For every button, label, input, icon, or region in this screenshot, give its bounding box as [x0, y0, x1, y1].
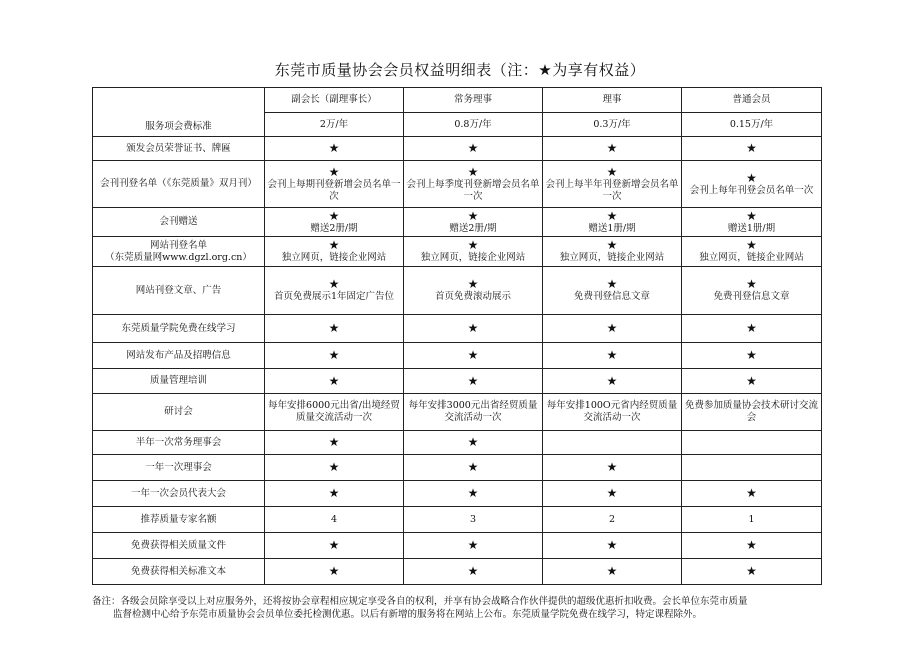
star-mark [543, 533, 682, 559]
benefit-cell [265, 208, 404, 237]
star-mark [682, 533, 822, 559]
star-mark [265, 343, 404, 369]
star-icon: ★ [328, 348, 340, 362]
table-row [93, 208, 822, 237]
star-icon: ★ [467, 435, 479, 449]
star-mark [543, 559, 682, 585]
star-icon: ★ [467, 564, 479, 578]
star-icon: ★ [328, 277, 340, 291]
star-mark [682, 315, 822, 343]
row-sublabel: （东莞质量网www.dgzl.org.cn） [105, 251, 252, 263]
star-icon: ★ [746, 348, 757, 362]
benefit-note: 独立网页，链接企业网站 [420, 252, 526, 263]
empty-cell [682, 455, 822, 481]
table-row [93, 507, 822, 533]
benefit-cell [543, 394, 682, 431]
empty-cell [543, 431, 682, 455]
benefit-note: 首页免费展示1年固定广告位 [273, 291, 395, 302]
column-header: 理事 [543, 88, 682, 113]
star-icon: ★ [606, 164, 618, 179]
row-label: 网站发布产品及招聘信息 [93, 343, 265, 369]
star-icon: ★ [746, 538, 757, 552]
footnote-line1: 各级会员除享受以上对应服务外，还将按协会章程相应规定享受各自的权利，并享有协会战略合作伙伴提供的超级优惠折扣收费。会长单位东莞市质量 [120, 596, 748, 607]
footnote [92, 595, 827, 621]
star-icon: ★ [467, 277, 479, 291]
benefit-cell [404, 161, 543, 208]
benefit-note: 每年安排100O元省内经贸质量交流活动一次 [546, 400, 678, 423]
benefit-note: 会刊上每季度刊登新增会员名单一次 [406, 178, 540, 202]
empty-cell [682, 431, 822, 455]
table-row [93, 394, 822, 431]
row-label: 质量管理培训 [93, 369, 265, 394]
star-mark [543, 481, 682, 507]
table-row [93, 315, 822, 343]
table-row [93, 481, 822, 507]
star-icon: ★ [746, 373, 757, 388]
benefit-cell [682, 237, 822, 267]
table-row [93, 369, 822, 394]
star-icon: ★ [467, 208, 479, 223]
benefit-cell [404, 267, 543, 315]
fee-value: 0.15万/年 [682, 113, 822, 137]
star-icon: ★ [746, 564, 757, 578]
benefit-note: 会刊上每半年刊登新增会员名单一次 [545, 178, 679, 202]
quota-value: 3 [404, 507, 543, 533]
star-mark [404, 343, 543, 369]
benefit-cell [682, 161, 822, 208]
star-mark [404, 559, 543, 585]
benefit-note: 每年安排6000元出省/出境经贸质量交流活动一次 [268, 400, 400, 423]
star-icon: ★ [746, 208, 757, 223]
benefit-note: 赠送2册/期 [310, 222, 358, 234]
fee-label-cell [93, 88, 265, 137]
star-icon: ★ [467, 538, 479, 552]
star-mark [404, 455, 543, 481]
column-header: 副会长（副理事长） [265, 88, 404, 113]
benefit-cell [543, 161, 682, 208]
column-header: 普通会员 [682, 88, 822, 113]
star-icon: ★ [746, 321, 757, 335]
star-icon: ★ [328, 486, 340, 500]
benefit-note: 会刊上每年刊登会员名单一次 [689, 184, 814, 196]
star-icon: ★ [328, 164, 340, 179]
star-mark [404, 369, 543, 394]
benefit-note: 独立网页，链接企业网站 [281, 252, 387, 263]
benefit-note: 每年安排3000元出省经贸质量交流活动一次 [408, 400, 538, 423]
star-mark [265, 559, 404, 585]
star-mark [265, 533, 404, 559]
benefit-cell [682, 394, 822, 431]
row-label: 会刊赠送 [93, 208, 265, 237]
benefit-cell [682, 208, 822, 237]
star-mark [682, 137, 822, 161]
table-row [93, 237, 822, 267]
star-icon: ★ [467, 486, 479, 500]
star-icon: ★ [606, 564, 618, 578]
star-mark [404, 481, 543, 507]
row-label: 会刊刊登名单（《东莞质量》双月刊） [93, 161, 265, 208]
star-mark [543, 315, 682, 343]
benefit-cell [404, 208, 543, 237]
quota-value: 2 [543, 507, 682, 533]
star-icon: ★ [746, 170, 757, 185]
star-mark [543, 369, 682, 394]
benefit-note: 独立网页，链接企业网站 [559, 252, 665, 263]
star-mark [543, 137, 682, 161]
star-mark [265, 137, 404, 161]
benefit-cell [543, 208, 682, 237]
row-label: 一年一次理事会 [93, 455, 265, 481]
row-label-text: 网站刊登名单 [149, 239, 207, 251]
table-row [93, 267, 822, 315]
star-icon: ★ [606, 373, 618, 388]
star-icon: ★ [467, 321, 479, 335]
quota-value: 4 [265, 507, 404, 533]
benefits-table [92, 87, 822, 585]
row-label: 东莞质量学院免费在线学习 [93, 315, 265, 343]
benefit-cell [682, 267, 822, 315]
star-icon: ★ [467, 460, 479, 474]
benefit-cell [543, 237, 682, 267]
star-mark [404, 315, 543, 343]
benefit-note: 免费参加质量协会技术研讨交流会 [684, 400, 818, 423]
star-icon: ★ [328, 208, 340, 223]
star-mark [682, 343, 822, 369]
star-icon: ★ [467, 348, 479, 362]
star-mark [682, 369, 822, 394]
star-mark [543, 455, 682, 481]
star-icon: ★ [328, 460, 340, 474]
benefit-note: 会刊上每期刊登新增会员名单一次 [267, 178, 401, 202]
column-header: 常务理事 [404, 88, 543, 113]
star-mark [404, 431, 543, 455]
row-label: 免费获得相关标准文本 [93, 559, 265, 585]
star-mark [682, 481, 822, 507]
benefit-note: 免费刊登信息文章 [713, 291, 790, 302]
star-icon: ★ [606, 208, 618, 223]
star-icon: ★ [328, 435, 340, 449]
benefit-cell [265, 267, 404, 315]
quota-value: 1 [682, 507, 822, 533]
row-label: 推荐质量专家名额 [93, 507, 265, 533]
star-icon: ★ [606, 238, 618, 252]
star-icon: ★ [467, 238, 479, 252]
star-icon: ★ [606, 348, 618, 362]
fee-value: 0.3万/年 [543, 113, 682, 137]
star-icon: ★ [746, 486, 757, 500]
star-mark [265, 431, 404, 455]
star-icon: ★ [746, 277, 757, 291]
star-icon: ★ [746, 141, 757, 155]
row-label: 免费获得相关质量文件 [93, 533, 265, 559]
star-icon: ★ [467, 141, 479, 155]
star-mark [682, 559, 822, 585]
table-row [93, 533, 822, 559]
row-label: 半年一次常务理事会 [93, 431, 265, 455]
star-icon: ★ [328, 238, 340, 252]
star-icon: ★ [467, 373, 479, 388]
benefit-cell [404, 394, 543, 431]
star-mark [265, 455, 404, 481]
benefit-note: 首页免费滚动展示 [434, 291, 511, 302]
star-icon: ★ [606, 486, 618, 500]
star-icon: ★ [328, 321, 340, 335]
star-mark [265, 481, 404, 507]
star-mark [543, 343, 682, 369]
fee-label: 服务项会费标准 [145, 121, 212, 132]
fee-value: 2万/年 [265, 113, 404, 137]
fee-value: 0.8万/年 [404, 113, 543, 137]
footnote-prefix: 备注： [92, 596, 121, 607]
benefit-cell [265, 394, 404, 431]
row-label: 颁发会员荣誉证书、牌匾 [93, 137, 265, 161]
table-row [93, 161, 822, 208]
star-icon: ★ [746, 238, 757, 252]
star-icon: ★ [606, 538, 618, 552]
star-icon: ★ [606, 141, 618, 155]
star-icon: ★ [328, 141, 340, 155]
benefit-cell [543, 267, 682, 315]
row-label: 网站刊登文章、广告 [93, 267, 265, 315]
benefit-cell [265, 237, 404, 267]
star-mark [404, 137, 543, 161]
header-row [93, 88, 822, 113]
benefit-cell [265, 161, 404, 208]
star-icon: ★ [606, 277, 618, 291]
benefit-note: 赠送1册/期 [727, 222, 776, 234]
star-icon: ★ [467, 164, 479, 179]
benefit-cell [404, 237, 543, 267]
star-icon: ★ [328, 564, 340, 578]
star-mark [265, 369, 404, 394]
table-row [93, 431, 822, 455]
row-label [93, 237, 265, 267]
star-icon: ★ [328, 373, 340, 388]
benefit-note: 独立网页，链接企业网站 [699, 252, 804, 263]
table-row [93, 137, 822, 161]
table-row [93, 455, 822, 481]
star-icon: ★ [606, 321, 618, 335]
star-icon: ★ [606, 460, 618, 474]
table-row [93, 559, 822, 585]
benefit-note: 赠送2册/期 [449, 222, 497, 234]
footnote-line2: 监督检测中心给予东莞市质量协会会员单位委托检测优惠。以后有新增的服务将在网站上公布。东莞质量学院免费在线学习，特定课程除外。 [113, 609, 703, 620]
benefit-note: 赠送1册/期 [588, 222, 636, 234]
star-mark [265, 315, 404, 343]
star-icon: ★ [328, 538, 340, 552]
table-row [93, 343, 822, 369]
row-label: 一年一次会员代表大会 [93, 481, 265, 507]
benefit-note: 免费刊登信息文章 [573, 291, 650, 302]
row-label: 研讨会 [93, 394, 265, 431]
page-title: 东莞市质量协会会员权益明细表（注：★为享有权益） [274, 61, 646, 79]
star-mark [404, 533, 543, 559]
